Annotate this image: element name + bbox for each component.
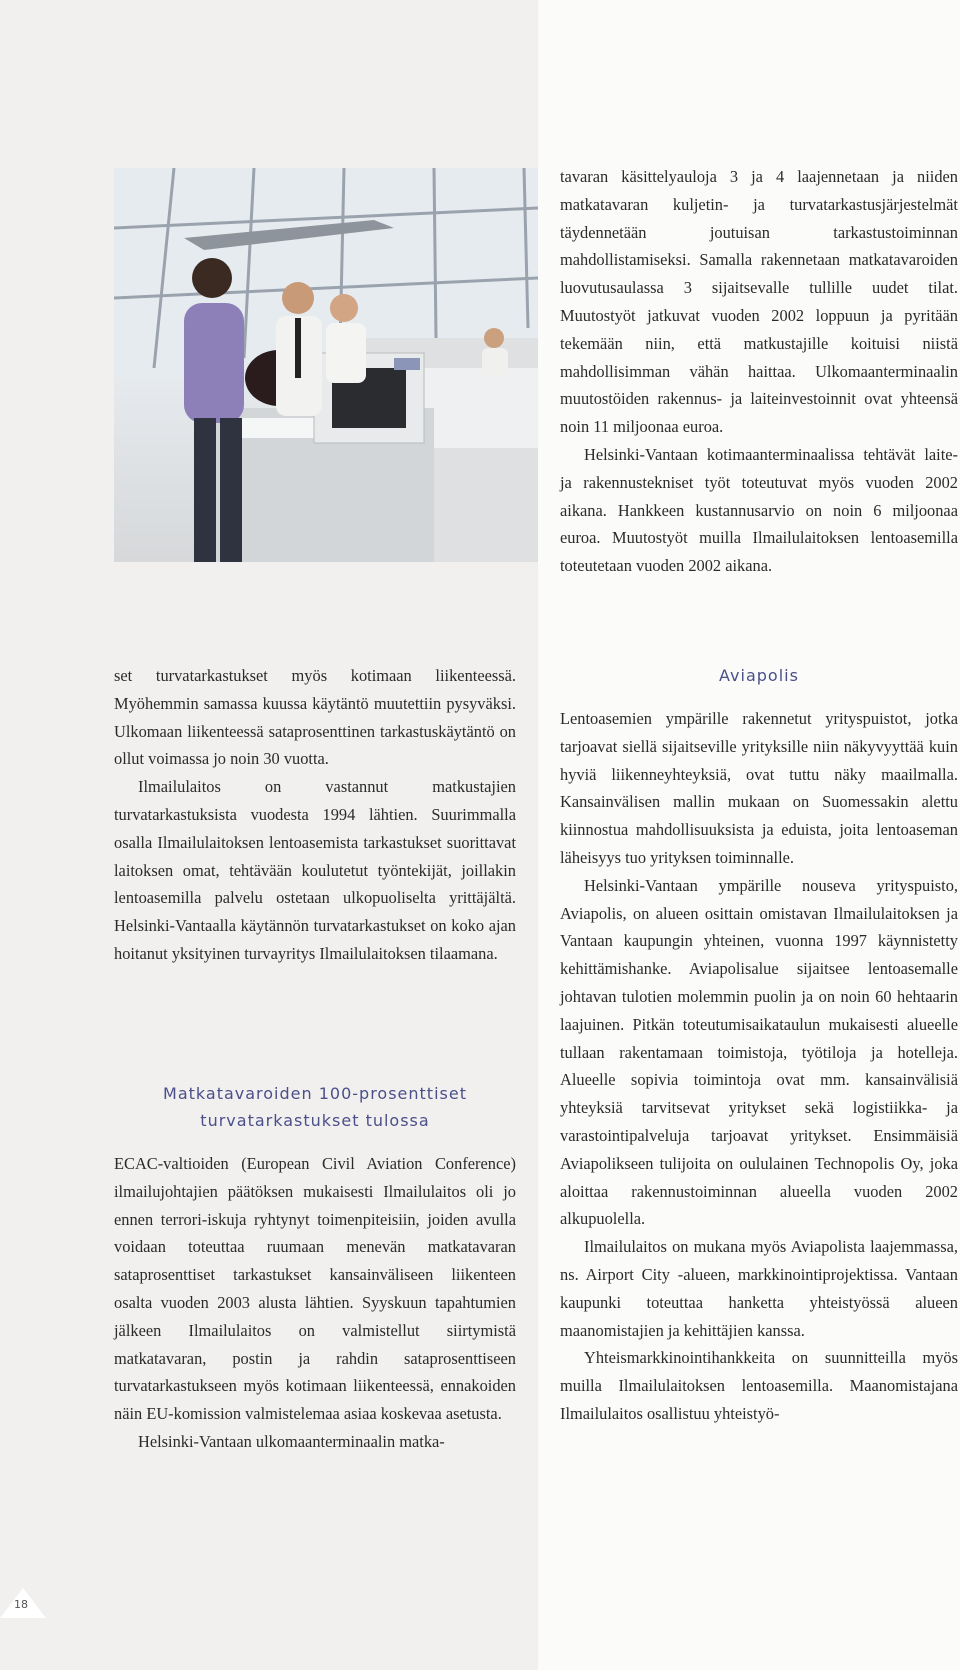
paragraph: Helsinki-Vantaan ympärille nouseva yrityspuisto, Aviapolis, on alueen osittain omistavan Ilmailulaitoksen ja Vantaan kaupungin yhteinen, vuonna 1997 käynnistetty kehittämishanke. Aviapolisalue sijaitsee lentoasemalle johtavan tulotien molemmin puolin ja on noin 60 hehtaarin laajuinen. Pitkän toteutumisaikataulun mukaisesti alueelle tullaan rakentamaan toimistoja, työtiloja ja hotelleja. Alueelle sopivia toimintoja ovat mm. kansainvälisiä yhteyksiä tarvitsevat yritykset sekä logistiikka- ja varastointipalveluja tarjoavat yritykset. Ensimmäisiä Aviapolikseen tulijoita on oululainen Technopolis Oy, joka aloittaa rakennustoiminnan alueella vuoden 2002 alkupuolella. — [560, 875, 958, 1229]
security-checkpoint-photo — [114, 168, 538, 562]
paragraph: Lentoasemien ympärille rakennetut yrityspuistot, jotka tarjoavat siellä sijaitseville yrityksille niin näkyvyyttää kuin hyviä liikenneyhteyksiä, ovat tuttu näky maailmalla. Kansainvälisen mallin mukaan on Suomessakin alettu kiinnostua mahdollisuuksista ja eduista, joita lentoaseman läheisyys tuo yrityksen toiminnalle. — [560, 709, 958, 867]
paragraph: set turvatarkastukset myös kotimaan liikenteessä. Myöhemmin samassa kuussa käytäntö muutettiin pysyväksi. Ulkomaan liikenteessä sataprosenttinen tarkastuskäytäntö on ollut voimassa jo noin 30 vuotta. — [114, 666, 516, 769]
heading-line: Matkatavaroiden 100-prosenttiset — [163, 1084, 467, 1103]
page-number: 18 — [14, 1598, 28, 1611]
heading-line: Aviapolis — [719, 666, 799, 685]
section-heading-baggage-screening — [114, 1080, 516, 1134]
paragraph: Helsinki-Vantaan kotimaanterminaalissa tehtävät laite- ja rakennustekniset työt toteutuvat myös vuoden 2002 aikana. Hankkeen kustannusarvio on noin 6 miljoonaa euroa. Muutostyöt muilla Ilmailulaitoksen lentoasemilla toteutetaan vuoden 2002 aikana. — [560, 444, 958, 576]
left-column-text-lower — [114, 1150, 516, 1456]
paragraph: Ilmailulaitos on mukana myös Aviapolista laajemmassa, ns. Airport City -alueen, markkinointiprojektissa. Vantaan kaupunki toteuttaa hanketta yhteistyössä alueen maanomistajien ja kehittäjien kanssa. — [560, 1237, 958, 1340]
heading-line: turvatarkastukset tulossa — [200, 1111, 430, 1130]
left-column-text-upper — [114, 662, 516, 968]
paragraph: Ilmailulaitos on vastannut matkustajien turvatarkastuksista vuodesta 1994 lähtien. Suurimmalla osalla Ilmailulaitoksen lentoasemista tarkastukset suorittavat laitoksen omat, tehtävään koulutetut työntekijät, joillakin lentoasemilla palvelu ostetaan ulkopuoliselta yrittäjältä. Helsinki-Vantaalla käytännön turvatarkastukset on koko ajan hoitanut yksityinen turvayritys Ilmailulaitoksen tilaamana. — [114, 777, 516, 963]
right-column-lower-text — [560, 705, 958, 1428]
right-column-upper-text — [560, 163, 958, 580]
paragraph: ECAC-valtioiden (European Civil Aviation Conference) ilmailujohtajien päätöksen mukaisesti Ilmailulaitos oli jo ennen terrori-iskuja ryhtynyt toimenpiteisiin, joiden avulla voidaan toteuttaa ruumaan menevän matkatavaran sataprosenttiset tarkastukset kansainväliseen liikenteen osalta vuoden 2003 alusta lähtien. Syyskuun tapahtumien jälkeen Ilmailulaitos on valmistellut siirtymistä matkatavaran, postin ja rahdin sataprosenttiseen turvatarkastukseen myös kotimaan liikenteessä, ennakoiden näin EU-komission valmistelemaa asiaa koskevaa asetusta. — [114, 1154, 516, 1424]
paragraph: tavaran käsittelyauloja 3 ja 4 laajennetaan ja niiden matkatavaran kuljetin- ja turvatarkastusjärjestelmät täydennetään joutuisan tarkastustoiminnan mahdollistamiseksi. Samalla rakennetaan matkatavaroiden luovutusaulassa 3 sijaitsevalle tullille uudet tilat. Muutostyöt jatkuvat vuoden 2002 loppuun ja pyritään tekemään niin, että matkustajille koituisi niistä mahdollisimman vähän haittaa. Ulkomaanterminaalin muutostöiden rakennus- ja laiteinvestoinnit ovat yhteensä noin 11 miljoonaa euroa. — [560, 167, 958, 437]
paragraph: Yhteismarkkinointihankkeita on suunnitteilla myös muilla Ilmailulaitoksen lentoasemilla. Maanomistajana Ilmailulaitos osallistuu yhteistyö- — [560, 1348, 958, 1423]
paragraph: Helsinki-Vantaan ulkomaanterminaalin matka- — [138, 1431, 445, 1451]
section-heading-aviapolis — [560, 662, 958, 689]
